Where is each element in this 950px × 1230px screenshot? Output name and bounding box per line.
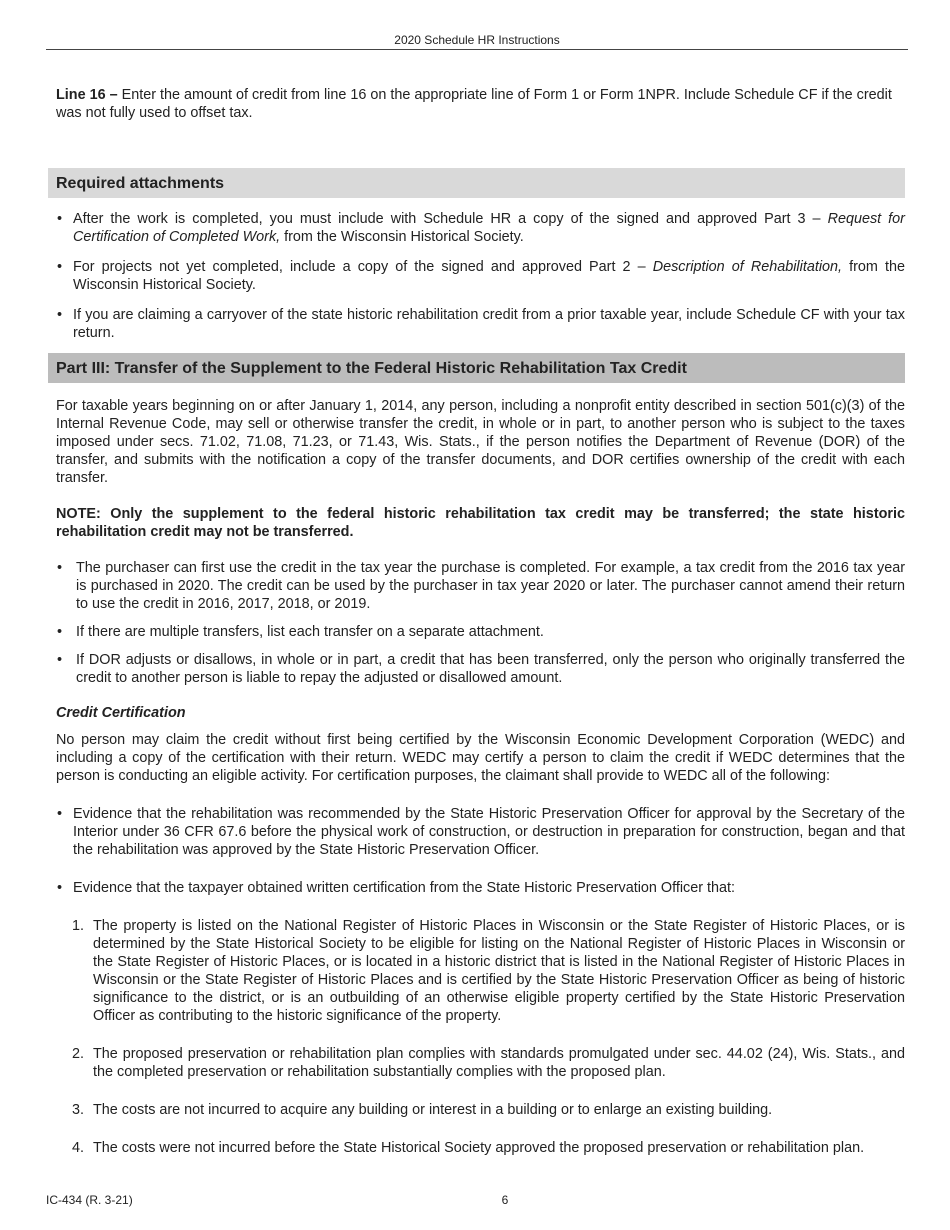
item-number: 4. xyxy=(72,1140,85,1156)
note-paragraph: NOTE: Only the supplement to the federal historic rehabilitation tax credit may be transferred; the state historic rehabilitation credit may not be transferred. xyxy=(56,506,905,540)
bullet-icon: • xyxy=(57,211,63,227)
numbered-item-text: The costs are not incurred to acquire any building or interest in a building or to enlarge an existing building. xyxy=(93,1102,773,1118)
numbered-item-text: The costs were not incurred before the State Historical Society approved the proposed preservation or rehabilitation plan. xyxy=(93,1140,865,1156)
item-number: 3. xyxy=(72,1102,85,1118)
list-item xyxy=(56,651,905,687)
list-item-text: After the work is completed, you must include with Schedule HR a copy of the signed and approved Part 3 – xyxy=(73,211,828,227)
numbered-item xyxy=(56,1101,905,1119)
list-item xyxy=(56,623,905,641)
numbered-item xyxy=(56,1139,905,1157)
bullet-icon: • xyxy=(57,806,63,822)
section-heading-part-iii: Part III: Transfer of the Supplement to the Federal Historic Rehabilitation Tax Credit xyxy=(48,353,905,383)
certification-requirements-list xyxy=(56,917,905,1157)
list-item xyxy=(56,258,905,294)
bullet-icon: • xyxy=(57,307,63,323)
bullet-icon: • xyxy=(57,880,63,896)
list-item xyxy=(56,306,905,342)
section-heading-required-attachments: Required attachments xyxy=(48,168,905,198)
numbered-item-text: The proposed preservation or rehabilitation plan complies with standards promulgated under sec. 44.02 (24), Wis. Stats., and the completed preservation or rehabilitation substantially complies with the proposed plan. xyxy=(93,1046,905,1080)
list-item-text: The purchaser can first use the credit in the tax year the purchase is completed. For example, a tax credit from the 2016 tax year is purchased in 2020. The credit can be used by the purchaser in tax year 2020 or later. The purchaser cannot amend their return to use the credit in 2016, 2017, 2018, or 2019. xyxy=(76,560,905,612)
list-item-text: If DOR adjusts or disallows, in whole or in part, a credit that has been transferred, only the person who originally transferred the credit to another person is liable to repay the adjusted or disallowed amount. xyxy=(76,652,905,686)
part3-intro: For taxable years beginning on or after January 1, 2014, any person, including a nonprofit entity described in section 501(c)(3) of the Internal Revenue Code, may sell or otherwise transfer the credit, in whole or in part, to another person who is subject to the taxes imposed under secs. 71.02, 71.08, 71.23, or 71.43, Wis. Stats., if the person notifies the Department of Revenue (DOR) of the transfer, and submits with the notification a copy of the transfer documents, and DOR certifies ownership of the credit with each transfer. xyxy=(56,398,905,486)
line16-label: Line 16 – xyxy=(56,87,118,103)
bullet-icon: • xyxy=(57,259,63,275)
header-title: 2020 Schedule HR Instructions xyxy=(394,33,560,47)
list-item-text: If there are multiple transfers, list each transfer on a separate attachment. xyxy=(76,624,544,640)
line16-text: Enter the amount of credit from line 16 on the appropriate line of Form 1 or Form 1NPR. Include Schedule CF if the credit was not fully used to offset tax. xyxy=(56,87,892,121)
list-item xyxy=(56,559,905,613)
list-item-text: from the Wisconsin Historical Society. xyxy=(280,229,524,245)
bullet-icon: • xyxy=(57,560,63,576)
numbered-item-text: The property is listed on the National Register of Historic Places in Wisconsin or the State Register of Historic Places, or is determined by the State Historical Society to be eligible for listing on the National Register of Historic Places in Wisconsin or the State Register of Historic Places, or is located in a historic district that is listed in the National Register of Historic Places in Wisconsin or the State Register of Historic Places and is certified by the State Historic Preservation Officer as being of historic significance to the district, or is an outbuilding of an otherwise eligible property certified by the State Historic Preservation Officer as contributing to the historic significance of the property. xyxy=(93,918,905,1024)
item-number: 2. xyxy=(72,1046,85,1062)
bullet-icon: • xyxy=(57,652,63,668)
list-item xyxy=(56,210,905,246)
list-item xyxy=(56,879,905,897)
list-item xyxy=(56,805,905,859)
bullet-icon: • xyxy=(57,624,63,640)
certification-intro: No person may claim the credit without first being certified by the Wisconsin Economic Development Corporation (WEDC) and including a copy of the certification with their return. WEDC may certify a person to claim the credit if WEDC determines that the person is conducting an eligible activity. For certification purposes, the claimant shall provide to WEDC all of the following: xyxy=(56,732,905,784)
form-number: IC-434 (R. 3-21) xyxy=(46,1193,133,1207)
list-item-text: If you are claiming a carryover of the state historic rehabilitation credit from a prior taxable year, include Schedule CF with your tax return. xyxy=(73,307,905,341)
list-item-text: Evidence that the rehabilitation was recommended by the State Historic Preservation Officer for approval by the Secretary of the Interior under 36 CFR 67.6 before the physical work of construction, or destruction in preparation for construction, began and that the rehabilitation was approved by the State Historic Preservation Officer. xyxy=(73,806,905,858)
item-number: 1. xyxy=(72,918,85,934)
page-header xyxy=(46,33,908,50)
document-body xyxy=(56,86,905,1157)
form-title: Request for Certification of Completed Work, xyxy=(73,211,905,245)
list-item-text: For projects not yet completed, include a copy of the signed and approved Part 2 – xyxy=(73,259,653,275)
numbered-item xyxy=(56,1045,905,1081)
line16-paragraph xyxy=(56,86,905,122)
transfer-rules-list xyxy=(56,559,905,687)
subheading-credit-certification: Credit Certification xyxy=(56,705,186,721)
required-attachments-list xyxy=(56,210,905,342)
numbered-item xyxy=(56,917,905,1025)
certification-evidence-list xyxy=(56,805,905,897)
form-title: Description of Rehabilitation, xyxy=(652,259,843,275)
list-item-text: Evidence that the taxpayer obtained written certification from the State Historic Preservation Officer that: xyxy=(73,880,736,896)
list-item-text: from the Wisconsin Historical Society. xyxy=(73,259,905,293)
page-number: 6 xyxy=(501,1193,509,1207)
